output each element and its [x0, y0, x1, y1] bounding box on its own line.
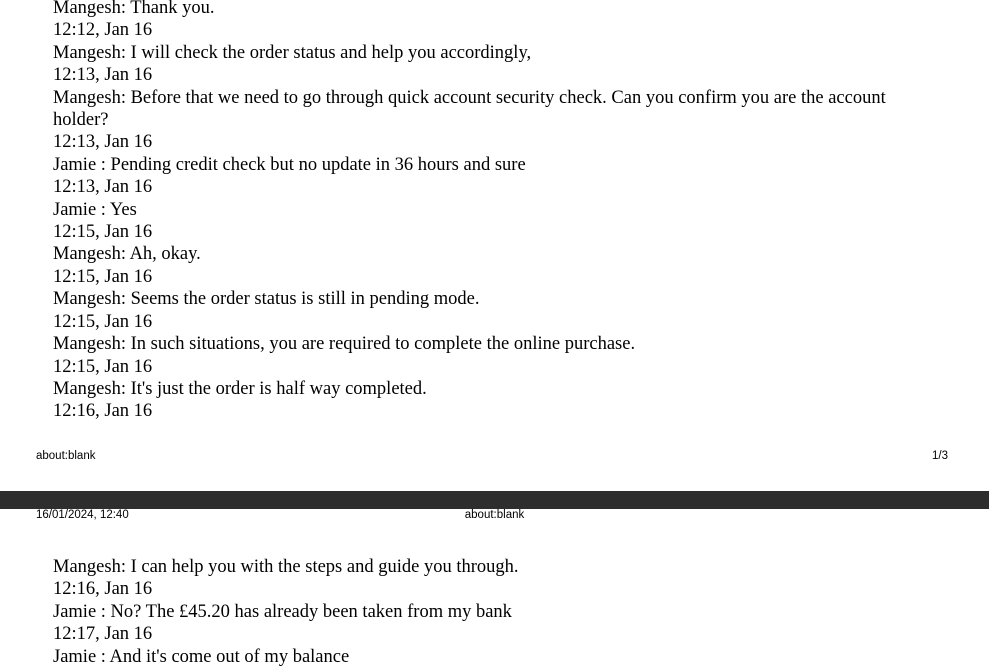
transcript-line: 12:13, Jan 16	[53, 177, 153, 198]
transcript-line: Mangesh: In such situations, you are required to complete the online purchase.	[53, 334, 636, 355]
page-separator	[0, 491, 989, 509]
footer-page-number: 1/3	[932, 450, 948, 462]
transcript-line: Mangesh: I will check the order status and help you accordingly,	[53, 42, 532, 63]
transcript-line: 12:15, Jan 16	[53, 266, 153, 287]
transcript-line: 12:15, Jan 16	[53, 311, 153, 332]
transcript-line: Mangesh: I can help you with the steps and guide you through.	[53, 557, 519, 577]
page-header	[0, 509, 989, 539]
footer-url: about:blank	[36, 450, 96, 462]
transcript-line: 12:12, Jan 16	[53, 20, 153, 41]
transcript-line: 12:13, Jan 16	[53, 132, 153, 153]
transcript-line: 12:16, Jan 16	[53, 579, 153, 600]
header-url: about:blank	[464, 509, 525, 521]
header-timestamp: 16/01/2024, 12:40	[36, 509, 129, 521]
transcript-line: Jamie : Yes	[53, 199, 137, 220]
page-footer	[0, 450, 989, 470]
transcript-line: Mangesh: Before that we need to go through quick account security check. Can you confirm you are the account holder?	[53, 87, 891, 131]
printed-page-2	[0, 509, 989, 669]
transcript-line: 12:15, Jan 16	[53, 222, 153, 243]
transcript-line: Mangesh: Ah, okay.	[53, 244, 201, 265]
transcript-line: 12:17, Jan 16	[53, 624, 153, 645]
transcript-line: Mangesh: Thank you.	[53, 0, 215, 18]
transcript-line: Jamie : And it's come out of my balance	[53, 646, 350, 667]
transcript-line: 12:16, Jan 16	[53, 401, 153, 422]
transcript-line: 12:15, Jan 16	[53, 356, 153, 377]
chat-transcript-page-1	[53, 0, 889, 423]
transcript-line: Mangesh: Seems the order status is still in pending mode.	[53, 289, 480, 310]
transcript-line: Mangesh: It's just the order is half way completed.	[53, 378, 427, 399]
transcript-line: 12:13, Jan 16	[53, 65, 153, 86]
chat-transcript-page-2	[53, 556, 889, 668]
transcript-line: Jamie : No? The £45.20 has already been taken from my bank	[53, 601, 512, 622]
transcript-line: Jamie : Pending credit check but no update in 36 hours and sure	[53, 154, 526, 175]
